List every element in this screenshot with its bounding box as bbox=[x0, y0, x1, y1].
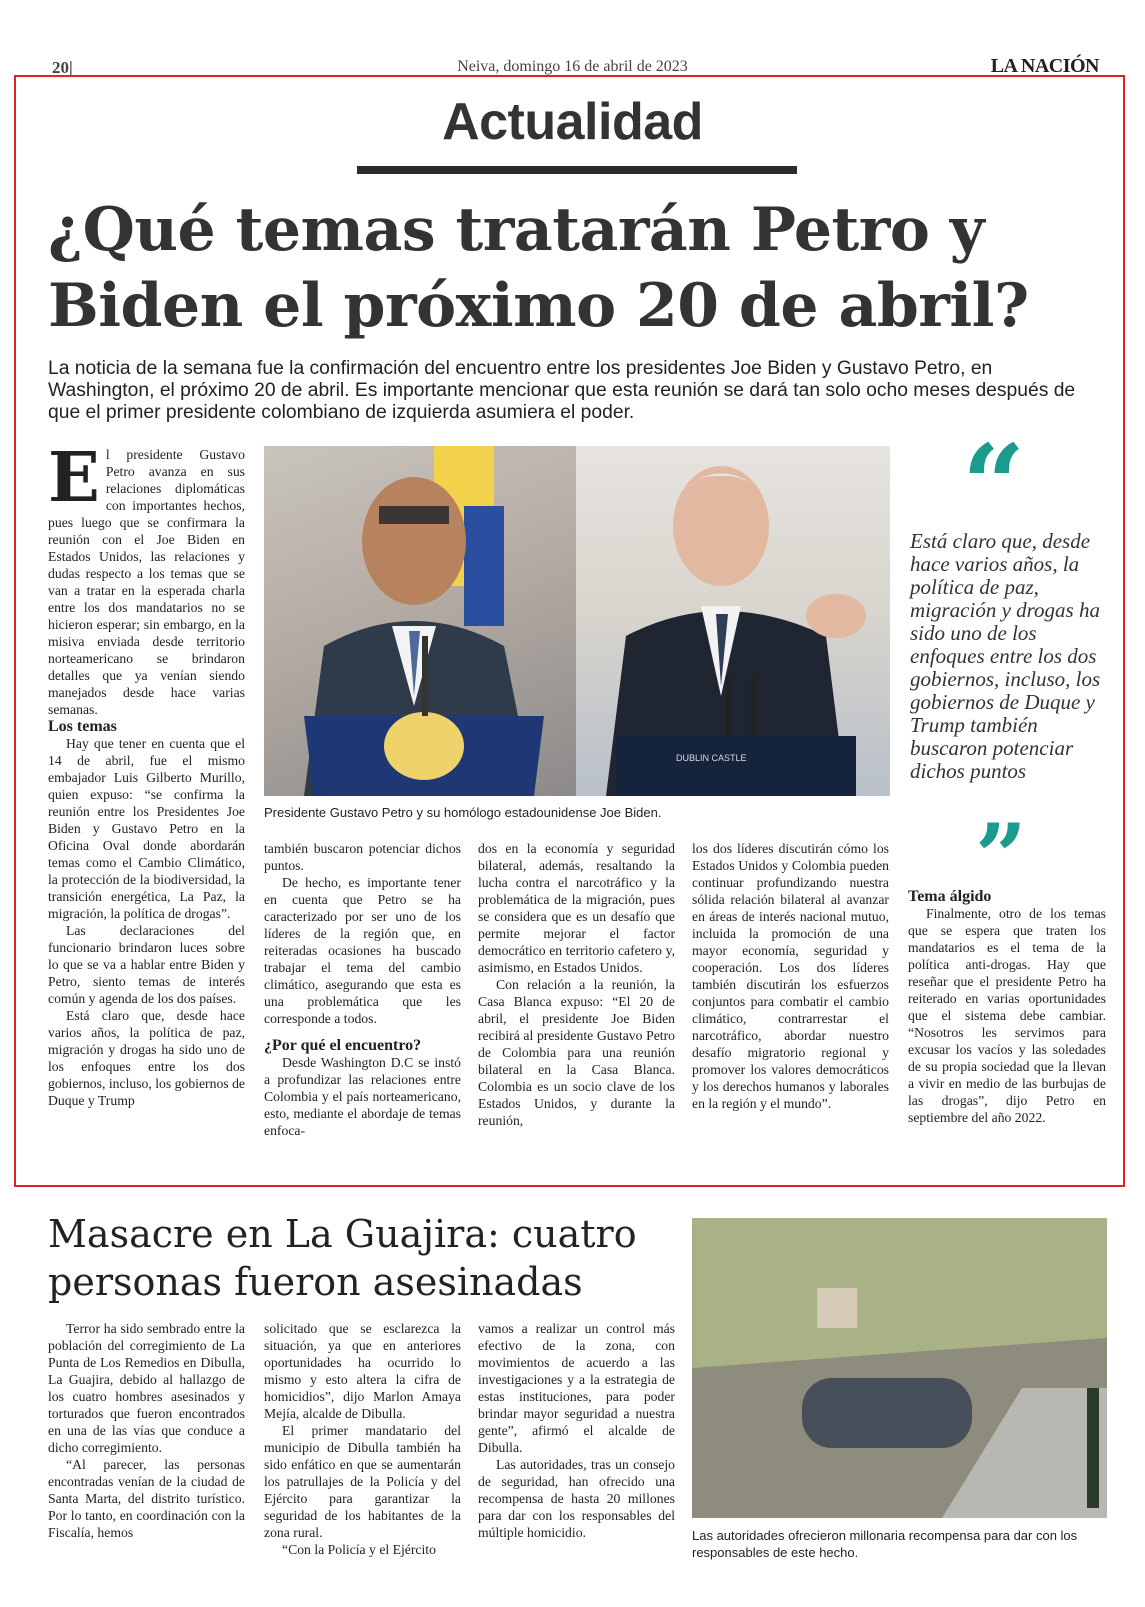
petro-photo bbox=[264, 446, 576, 796]
paragraph: también buscaron potenciar dichos puntos. bbox=[264, 841, 461, 873]
open-quote-icon: “ bbox=[962, 420, 1026, 549]
article2-column-2 bbox=[264, 1320, 461, 1558]
paragraph: los dos líderes discutirán cómo los Estados Unidos y Colombia pueden continuar profundizando nuestra sólida relación bilateral al avanzar en áreas de interés nacional mutuo, incluida la promoción de una mayor economía, seguridad y cooperación. Los dos líderes también discutirán los esfuerzos conjuntos para combatir el cambio climático, contrarrestar el narcotráfico, abordar nuestro desafío migratorio regional y promover los valores democráticos y los derechos humanos y laborales en la región y el mundo”. bbox=[692, 841, 889, 1111]
paragraph: El primer mandatario del municipio de Dibulla también ha sido enfático en que se aumentarán los patrullajes de la Policía y del Ejército para garantizar la seguridad de los habitantes de la zona rural. bbox=[264, 1423, 461, 1540]
subheading-por-que: ¿Por qué el encuentro? bbox=[264, 1037, 422, 1054]
paragraph: Con relación a la reunión, la Casa Blanca expuso: “El 20 de abril, el presidente Joe Biden recibirá al presidente Gustavo Petro de Colombia para una reunión bilateral en la Casa Blanca. Colombia es un socio clave de los Estados Unidos, y durante la reunión, bbox=[478, 977, 675, 1128]
biden-photo bbox=[576, 446, 890, 796]
paragraph: “Con la Policía y el Ejército bbox=[282, 1542, 436, 1557]
article-headline-2: Masacre en La Guajira: cuatro personas fueron asesinadas bbox=[48, 1212, 637, 1304]
podium-text: DUBLIN CASTLE bbox=[676, 753, 747, 763]
paragraph: Finalmente, otro de los temas que se espera que traten los mandatarios es el tema de la política anti-drogas. Hay que reseñar que el presidente Petro ha reiterado en varias oportunidades que el sistema debe cambiar. “Nosotros les servimos para excusar los vacíos y las soledades de su propia sociedad que la llevan a vivir en medio de las burbujas de las drogas”, dijo Petro en septiembre del año 2022. bbox=[908, 906, 1106, 1125]
paragraph: Hay que tener en cuenta que el 14 de abril, fue el mismo embajador Luis Gilberto Murillo, quien expuso: “se confirma la reunión entre los Presidentes Joe Biden y Gustavo Petro en la Oficina Oval donde abordarán temas como el Cambio Climático, la protección de la biodiversidad, la transición energética, La Paz, la migración, la política de drogas”. bbox=[48, 736, 245, 921]
photo-caption: Presidente Gustavo Petro y su homólogo estadounidense Joe Biden. bbox=[264, 805, 662, 820]
section-divider bbox=[357, 166, 797, 174]
photo-caption-2: Las autoridades ofrecieron millonaria recompensa para dar con los responsables de este hecho. bbox=[692, 1528, 1078, 1560]
paragraph: Terror ha sido sembrado entre la población del corregimiento de La Punta de Los Remedios en Dibulla, La Guajira, debido al hallazgo de los cuatro hombres asesinados y torturados que fueron encontrados en una de las vías que conduce a dicho corregimiento. bbox=[48, 1321, 245, 1455]
page-number: 20| bbox=[52, 58, 73, 77]
paragraph: “Al parecer, las personas encontradas venían de la ciudad de Santa Marta, del distrito turístico. Por lo tanto, en coordinación con la Fiscalía, hemos bbox=[48, 1457, 245, 1540]
pull-quote: Está claro que, desde hace varios años, la política de paz, migración y drogas ha sido uno de los enfoques entre los dos gobiernos, incluso, los gobiernos de Duque y Trump también buscaron potenciar dichos puntos bbox=[910, 529, 1101, 783]
drop-cap: E bbox=[48, 438, 100, 518]
paragraph: solicitado que se esclarezca la situación, ya que en anteriores oportunidades ha ocurrido lo mismo y esto altera la cifra de homicidios”, dijo Marlon Amaya Mejía, alcalde de Dibulla. bbox=[264, 1321, 461, 1421]
article-lead: La noticia de la semana fue la confirmación del encuentro entre los presidentes Joe Biden y Gustavo Petro, en Washington, el próximo 20 de abril. Es importante mencionar que esta reunión se dará tan solo ocho meses después de que el primer presidente colombiano de izquierda asumiera el poder. bbox=[48, 358, 1076, 423]
article-headline: ¿Qué temas tratarán Petro y Biden el próximo 20 de abril? bbox=[48, 195, 1029, 341]
subheading-los-temas: Los temas bbox=[48, 718, 117, 735]
paragraph: De hecho, es importante tener en cuenta que Petro se ha caracterizado por ser uno de los líderes de la región que, en reiteradas ocasiones ha buscado trabajar el tema del cambio climático, asegurando que esta es una problemática que les corresponde a todos. bbox=[264, 875, 461, 1026]
subheading-tema-algido: Tema álgido bbox=[908, 888, 992, 905]
edition-date: Neiva, domingo 16 de abril de 2023 bbox=[457, 58, 688, 75]
article2-column-3 bbox=[478, 1320, 675, 1541]
paragraph: Desde Washington D.C se instó a profundizar las relaciones entre Colombia y el país norteamericano, esto, mediante el abordaje de temas enfoca- bbox=[264, 1055, 461, 1138]
article-column-5 bbox=[908, 888, 1106, 1126]
section-title: Actualidad bbox=[442, 93, 703, 151]
article-column-1 bbox=[48, 438, 245, 1109]
article-column-2 bbox=[264, 840, 461, 1139]
paragraph: Las autoridades, tras un consejo de seguridad, han ofrecido una recompensa de hasta 20 millones para dar con los responsables del múltiple homicidio. bbox=[478, 1457, 675, 1540]
paragraph: vamos a realizar un control más efectivo de la zona, con movimientos de acuerdo a las investigaciones y a la estrategia de estas instituciones, para poder brindar mayor seguridad a nuestra gente”, afirmó el alcalde de Dibulla. bbox=[478, 1321, 675, 1455]
close-quote-icon: ” bbox=[975, 804, 1027, 910]
crime-scene-photo bbox=[692, 1218, 1107, 1518]
newspaper-logo: LA NACIÓN bbox=[990, 55, 1099, 77]
paragraph: Las declaraciones del funcionario brindaron luces sobre lo que se va a hablar entre Biden y Petro, siento temas de interés común y agenda de los dos países. bbox=[48, 923, 245, 1006]
article-column-4 bbox=[692, 840, 889, 1112]
paragraph: dos en la economía y seguridad bilateral, además, resaltando la lucha contra el narcotráfico y la problemática de la migración, pues se considera que es un desafío que permite mejorar el factor democrático en territorio cafetero y, asimismo, en Estados Unidos. bbox=[478, 841, 675, 975]
intro-paragraph: l presidente Gustavo Petro avanza en sus relaciones diplomáticas con importantes hechos, pues luego que se confirmara la reunión con el Joe Biden en Estados Unidos, las relaciones y dudas respecto a los temas que se van a tratar en la esperada charla entre los dos mandatarios no se hicieron esperar; sin embargo, en la misiva enviada desde territorio norteamericano se brindaron detalles que ya venían siendo manejados desde hace varias semanas. bbox=[48, 447, 245, 717]
article-column-3 bbox=[478, 840, 675, 1129]
paragraph: Está claro que, desde hace varios años, la política de paz, migración y drogas ha sido uno de los enfoques entre los dos gobiernos, incluso, los gobiernos de Duque y Trump bbox=[48, 1008, 245, 1108]
article2-column-1 bbox=[48, 1320, 245, 1541]
